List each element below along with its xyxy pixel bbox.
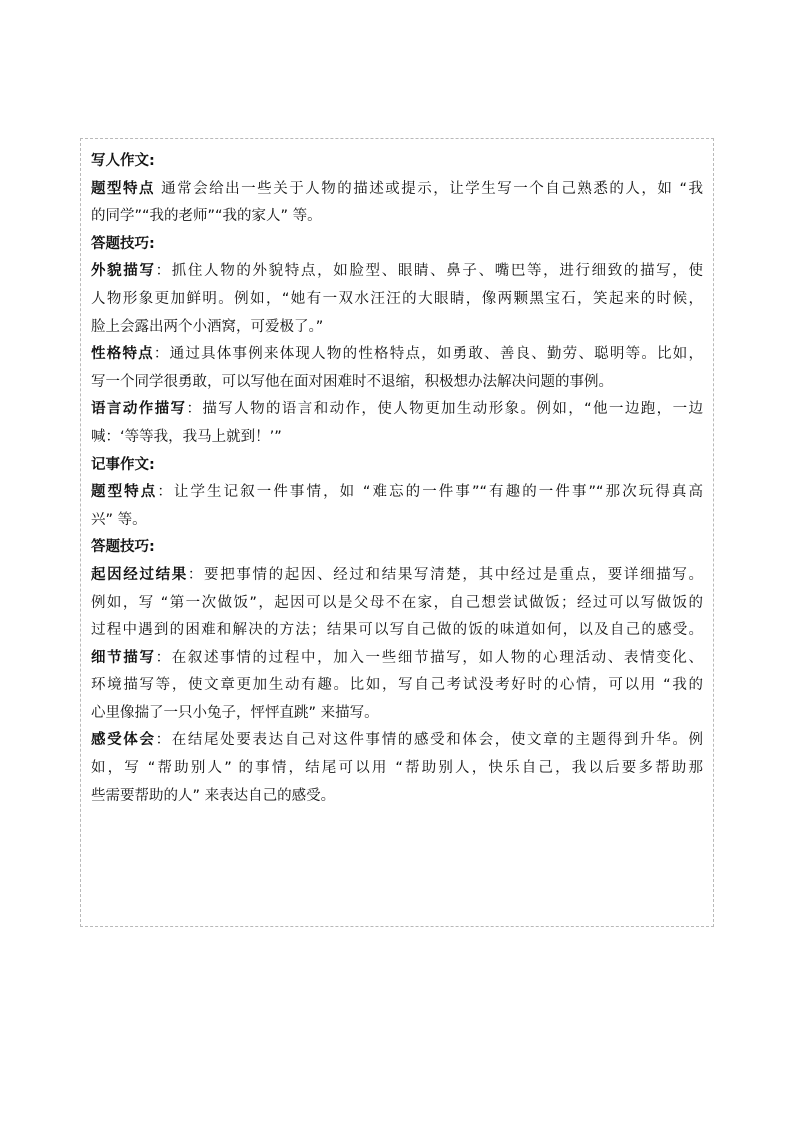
paragraph-text: ：让学生记叙一件事情，如 “难忘的一件事”“有趣的一件事”“那次玩得真高 [157,484,703,501]
tips-heading: 答题技巧: [91,235,155,252]
section-heading-person: 写人作文: [91,153,155,169]
paragraph-line: 脸上会露出两个小酒窝，可爱极了。” [91,318,324,335]
paragraph-line: 喊：‘等等我，我马上就到！’” [91,428,282,445]
paragraph-line [91,562,703,590]
paragraph-text: 通常会给出一些关于人物的描述或提示，让学生写一个自己熟悉的人，如 “我 [155,180,703,197]
paragraph-line [91,645,703,673]
paragraph-line: 如，写 “帮助别人” 的事情，结尾可以用 “帮助别人，快乐自己，我以后要多帮助那 [91,760,703,777]
paragraph-text: ：在结尾处要表达自己对这件事情的感受和体会，使文章的主题得到升华。例 [155,732,703,749]
term-label: 外貌描写 [91,263,156,280]
term-label: 细节描写 [91,649,156,666]
term-label: 题型特点 [91,484,158,501]
paragraph-text: ：要把事情的起因、经过和结果写清楚，其中经过是重点，要详细描写。 [187,566,703,583]
paragraph-line: 过程中遇到的困难和解决的方法；结果可以写自己做的饭的味道如何，以及自己的感受。 [91,622,703,639]
paragraph-text: ：抓住人物的外貌特点，如脸型、眼睛、鼻子、嘴巴等，进行细致的描写，使 [155,263,703,280]
paragraph-line [91,341,703,369]
paragraph-line: 例如，写 “第一次做饭”，起因可以是父母不在家，自己想尝试做饭；经过可以写做饭的 [91,594,703,611]
paragraph-line: 写一个同学很勇敢，可以写他在面对困难时不退缩，积极想办法解决问题的事例。 [91,373,613,390]
paragraph-line: 兴” 等。 [91,511,147,528]
paragraph-text: ：在叙述事情的过程中，加入一些细节描写，如人物的心理活动、表情变化、 [155,649,703,666]
paragraph-line [91,258,703,286]
paragraph-line: 的同学”“我的老师”“我的家人” 等。 [91,208,322,225]
paragraph-line: 心里像揣了一只小兔子，怦怦直跳” 来描写。 [91,704,379,721]
paragraph-line: 些需要帮助的人” 来表达自己的感受。 [91,787,336,804]
paragraph-line [91,396,703,424]
term-label: 起因经过结果 [91,566,188,583]
term-label: 语言动作描写 [91,401,187,418]
term-label: 感受体会 [91,732,156,749]
section-heading-event: 记事作文: [91,456,155,473]
tips-heading: 答题技巧: [91,539,155,556]
article-body [91,148,703,810]
paragraph-line [91,479,703,507]
paragraph-line [91,727,703,755]
paragraph-line [91,176,703,204]
term-label: 题型特点 [91,180,156,197]
content-box [80,138,714,927]
paragraph-text: ：描写人物的语言和动作，使人物更加生动形象。例如，“他一边跑，一边 [186,401,703,418]
paragraph-text: ：通过具体事例来体现人物的性格特点，如勇敢、善良、勤劳、聪明等。比如， [153,346,703,363]
paragraph-line: 环境描写等，使文章更加生动有趣。比如，写自己考试没考好时的心情，可以用 “我的 [91,677,703,694]
term-label: 性格特点 [91,346,154,363]
paragraph-line: 人物形象更加鲜明。例如，“她有一双水汪汪的大眼睛，像两颗黑宝石，笑起来的时候， [91,290,703,307]
